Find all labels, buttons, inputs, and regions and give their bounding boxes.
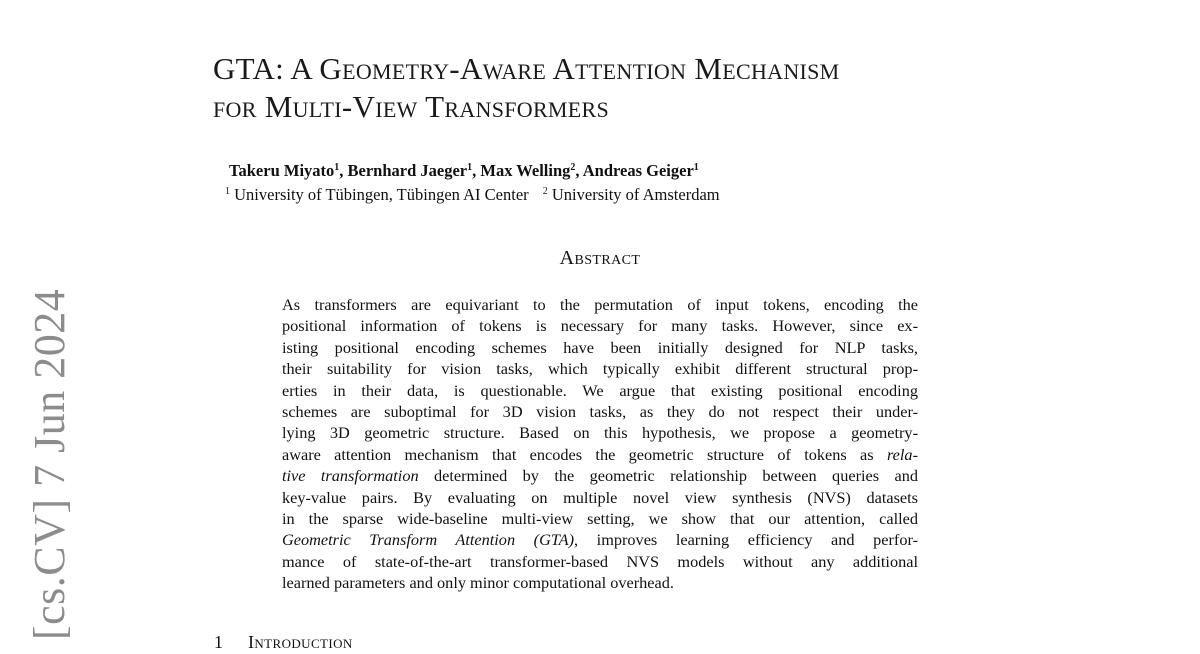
arxiv-identifier-stamp: [cs.CV] 7 Jun 2024 <box>25 288 74 640</box>
paper-title-line-1: GTA: A Geometry-Aware Attention Mechanism <box>213 51 840 86</box>
abstract-line: lying 3D geometric structure. Based on this hypothesis, we propose a geometry- <box>282 423 918 443</box>
abstract-line: As transformers are equivariant to the permutation of input tokens, encoding the <box>282 295 918 314</box>
author-name: Max Welling <box>480 161 571 180</box>
section-heading-introduction <box>214 630 353 654</box>
author-affiliation-mark: 1 <box>693 162 699 173</box>
affiliation-text: University of Amsterdam <box>551 185 720 204</box>
abstract-line: their suitability for vision tasks, which typically exhibit different structural prop- <box>282 359 918 379</box>
section-number: 1 <box>214 632 223 652</box>
author-name: Bernhard Jaeger <box>347 161 468 180</box>
author-affiliation-mark: 1 <box>467 162 473 173</box>
abstract-line <box>282 444 918 465</box>
author-name: Andreas Geiger <box>582 161 694 180</box>
affiliation-mark: 1 <box>225 186 230 197</box>
abstract-italic-text: Geometric Transform Attention (GTA) <box>282 530 575 550</box>
affiliation-mark: 2 <box>542 186 548 197</box>
abstract-line: positional information of tokens is necessary for many tasks. However, since ex- <box>282 316 918 336</box>
abstract-text: , improves learning efficiency and perfor- <box>574 530 918 550</box>
section-title: Introduction <box>248 632 353 652</box>
abstract-line: erties in their data, is questionable. We argue that existing positional encoding <box>282 380 918 400</box>
author-affiliation-mark: 1 <box>334 162 340 173</box>
abstract-italic-text: tive transformation <box>282 466 419 486</box>
affiliation-text: University of Tübingen, Tübingen AI Center <box>234 185 529 204</box>
abstract-line: isting positional encoding schemes have been initially designed for NLP tasks, <box>282 337 918 357</box>
abstract-line <box>282 465 918 486</box>
abstract-text: determined by the geometric relationship between queries and <box>434 466 918 486</box>
author-affiliation-mark: 2 <box>570 162 576 173</box>
abstract-line: learned parameters and only minor computational overhead. <box>282 573 674 593</box>
author-name: Takeru Miyato <box>229 161 335 180</box>
abstract-line: key-value pairs. By evaluating on multiple novel view synthesis (NVS) datasets <box>282 487 918 507</box>
abstract-line: in the sparse wide-baseline multi-view setting, we show that our attention, called <box>282 508 918 528</box>
abstract-line: mance of state-of-the-art transformer-based NVS models without any additional <box>282 551 918 571</box>
author-list: Takeru Miyato$^1$, Bernhard Jaeger$^1$, Max Welling$^2$, Andreas Geiger$^1$ <box>229 161 699 180</box>
paper-title <box>213 50 1113 126</box>
affiliation-list <box>225 184 720 206</box>
abstract-italic-text: rela- <box>886 444 918 464</box>
abstract-text: aware attention mechanism that encodes the geometric structure of tokens as <box>282 444 874 464</box>
abstract-line <box>282 529 918 550</box>
abstract-body <box>282 294 918 593</box>
abstract-heading: Abstract <box>559 247 641 269</box>
abstract-line: schemes are suboptimal for 3D vision tasks, as they do not respect their under- <box>282 401 918 421</box>
paper-title-line-2: for Multi-View Transformers <box>213 89 610 124</box>
